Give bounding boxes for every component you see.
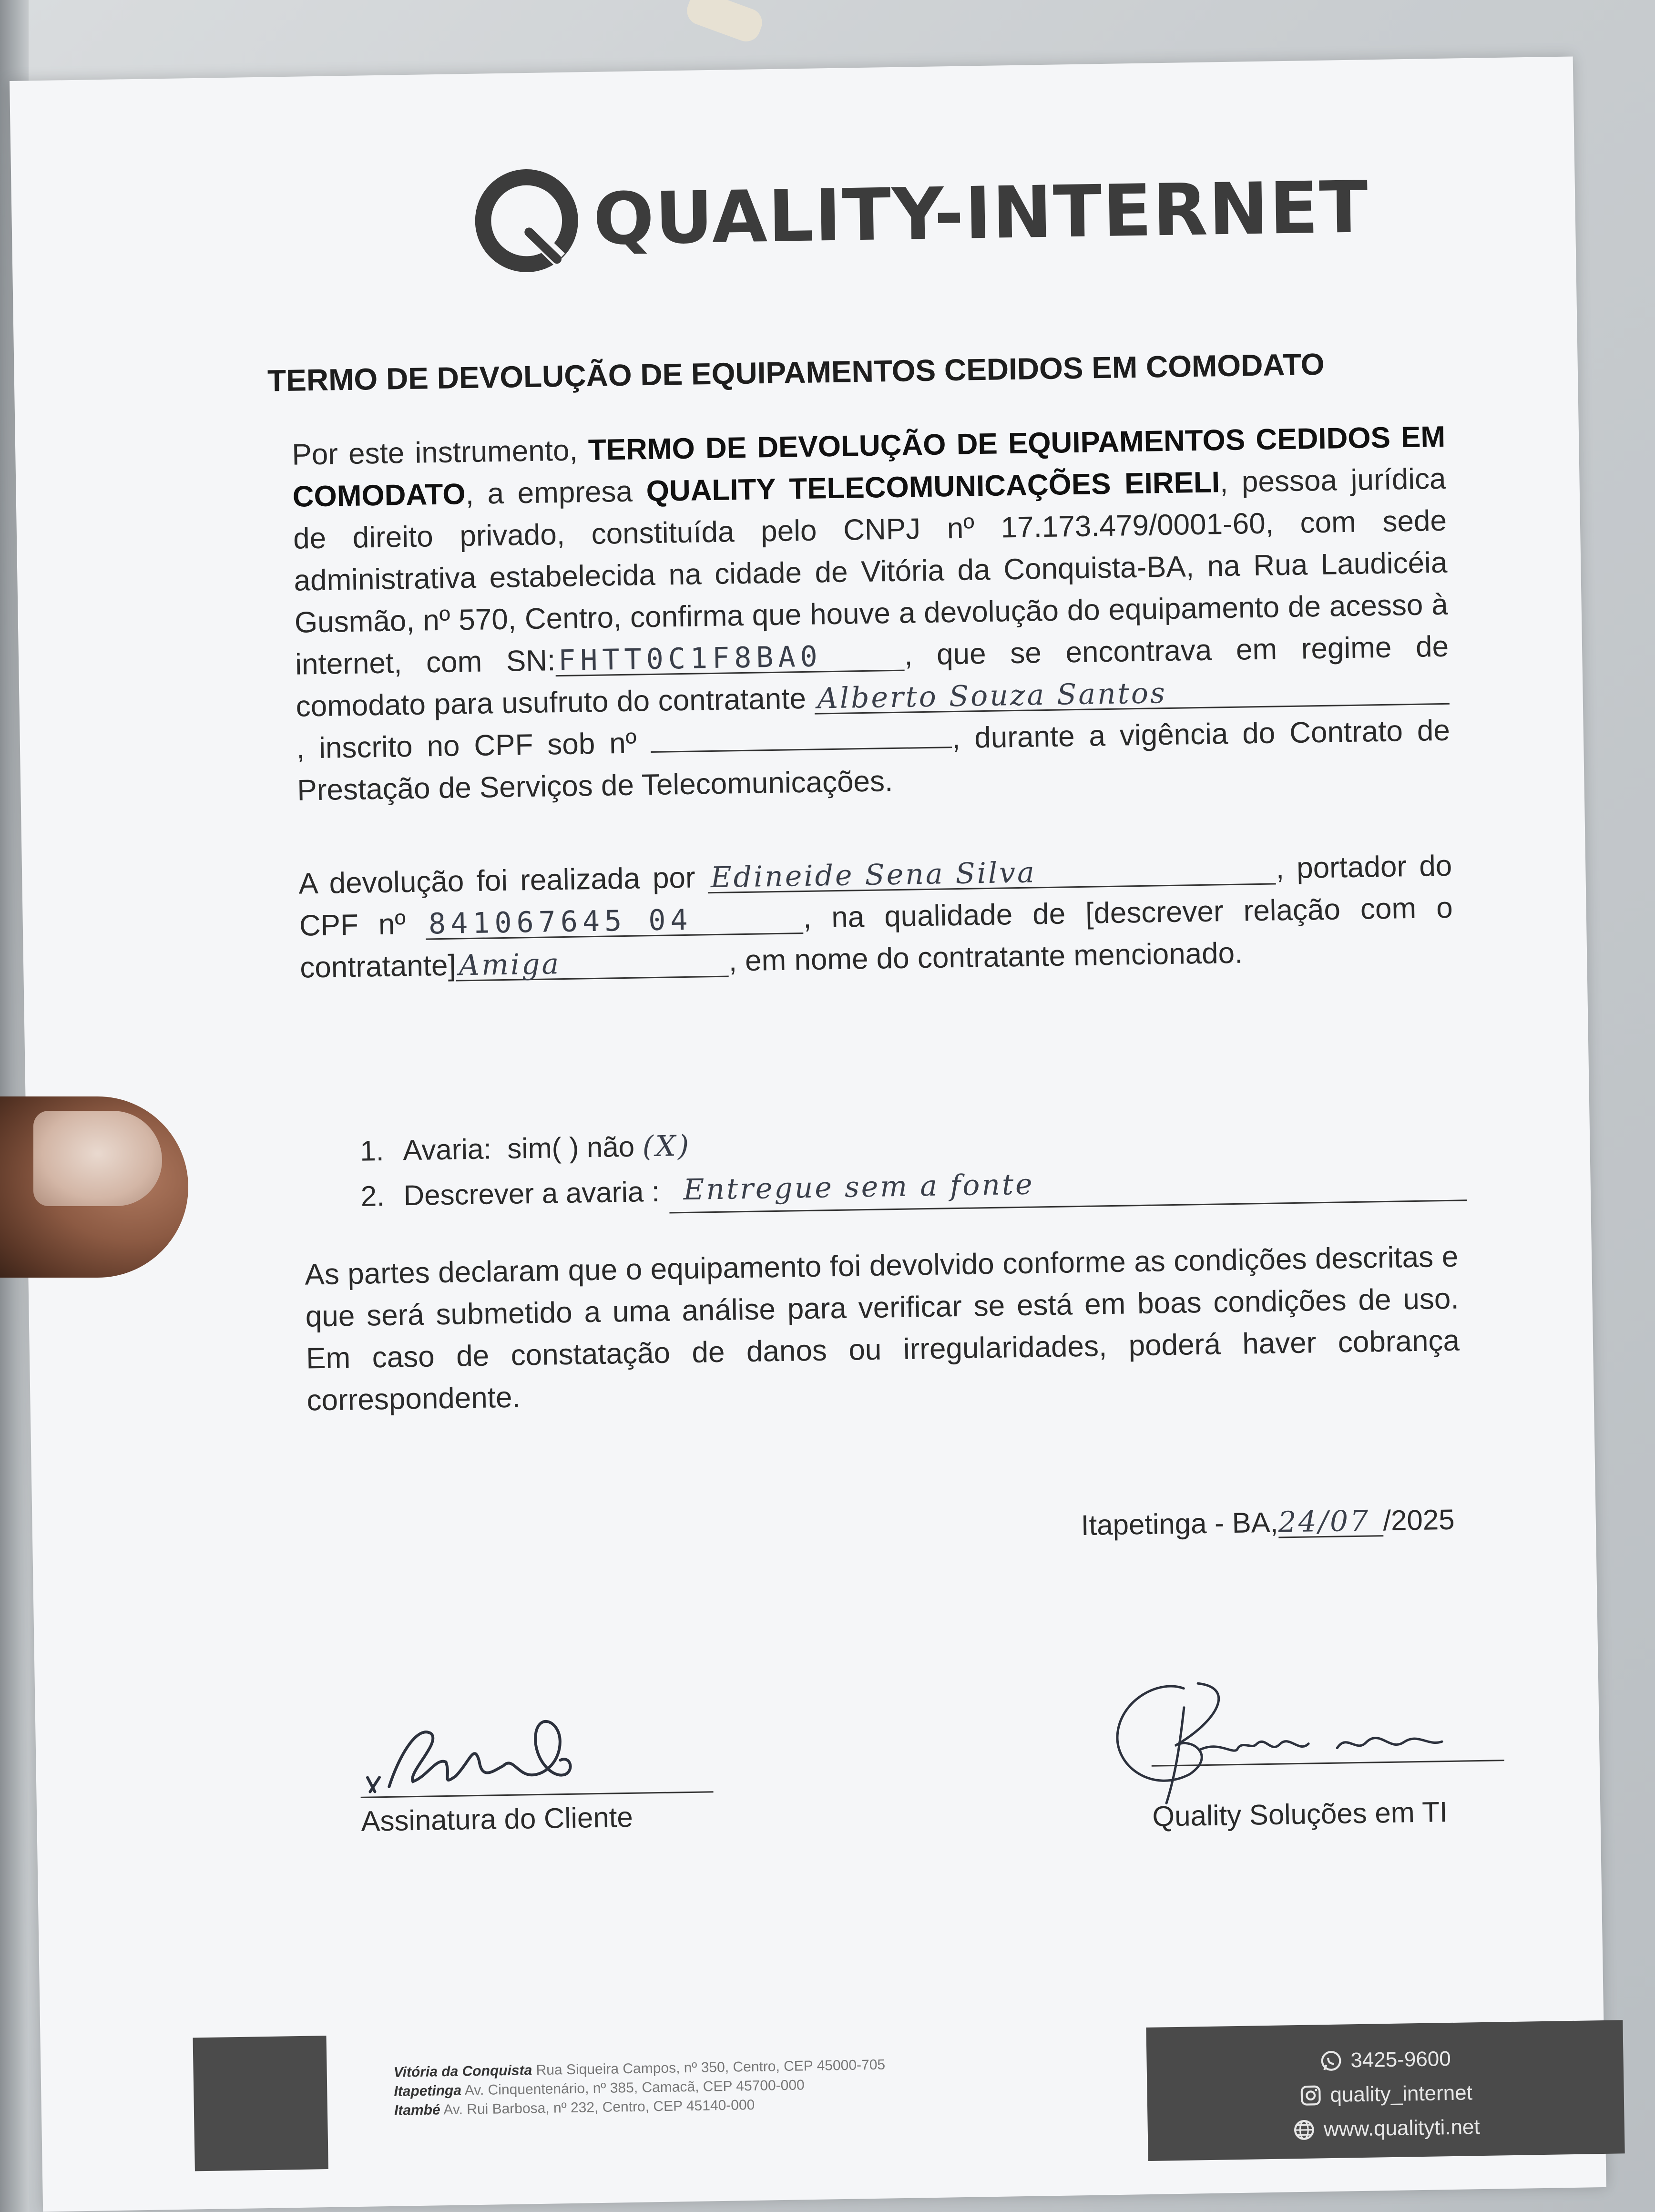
company-signature-block — [1112, 1674, 1505, 1833]
damage-options[interactable]: sim( ) não — [507, 1130, 635, 1165]
damage-description-field[interactable]: Entregue sem a fonte — [669, 1156, 1467, 1213]
contact-website[interactable] — [1147, 2108, 1624, 2150]
damage-checklist — [360, 1112, 1467, 1218]
p2-text-a: A devolução foi realizada por — [298, 861, 696, 901]
item-number: 1. — [359, 1134, 384, 1167]
thumbnail — [33, 1111, 162, 1206]
item-label: Descrever a avaria : — [403, 1175, 660, 1212]
instagram-handle: quality_internet — [1330, 2081, 1473, 2107]
footer-contact-block — [1146, 2020, 1624, 2161]
city-date-line — [1081, 1503, 1455, 1542]
document-title: TERMO DE DEVOLUÇÃO DE EQUIPAMENTOS CEDIDOS EM COMODATO — [267, 347, 1325, 398]
company-logo — [469, 150, 1370, 279]
tape-piece — [683, 0, 766, 45]
paragraph-intro — [292, 416, 1451, 812]
company-signature-label: Quality Soluções em TI — [1152, 1796, 1448, 1833]
p1-text-a: , a empresa — [465, 475, 633, 511]
company-signature-text: Bruno Moreira — [1257, 1782, 1260, 1783]
holding-thumb — [0, 1096, 188, 1278]
p2-text-b: , portador do CPF nº — [299, 849, 1452, 942]
serial-number-field[interactable]: FHTT0C1F8BA0 — [555, 641, 905, 676]
website-url: www.qualityti.net — [1323, 2115, 1481, 2141]
document-page — [10, 56, 1606, 2212]
p2-text-d: , em nome do contratante mencionado. — [728, 936, 1243, 978]
paragraph-return-info — [298, 845, 1454, 989]
phone-number: 3425-9600 — [1350, 2047, 1451, 2072]
contratante-cpf-field[interactable] — [651, 747, 952, 753]
p1-intro: Por este instrumento, — [291, 434, 578, 471]
footer-address-line: Itambé Av. Rui Barbosa, nº 232, Centro, CEP 45140-000 — [394, 2097, 755, 2119]
footer-addresses — [393, 2056, 886, 2120]
relation-field[interactable]: Amiga — [456, 947, 729, 982]
p1-text-b: , pessoa jurídica de direito privado, constituída pelo CNPJ nº 17.173.479/0001-60, com sede administrativa estabelecida na cidade de Vitória da Conquista-BA, na Rua Laudicéia Gusmão, nº 570, Centro, confirma que houve a devolução do equipamento de acesso à internet, com SN: — [293, 462, 1449, 681]
client-signature-label: Assinatura do Cliente — [360, 1801, 633, 1837]
logo-text: QUALITY-INTERNET — [593, 166, 1370, 261]
quality-q-logo-icon — [469, 163, 585, 279]
p1-term-bold: TERMO DE DEVOLUÇÃO DE EQUIPAMENTOS CEDIDOS EM COMODATO — [292, 420, 1446, 513]
footer-address-line: Itapetinga Av. Cinquentenário, nº 385, Camacã, CEP 45700-000 — [394, 2077, 805, 2099]
city-label: Itapetinga - BA, — [1081, 1506, 1278, 1542]
paragraph-declaration: As partes declaram que o equipamento foi devolvido conforme as condições descritas e que será submetido a uma análise para verificar se está em boas condições de uso. Em caso de constatação de danos ou irregularidades, poderá haver cobrança correspondente. — [304, 1240, 1460, 1417]
item-number: 2. — [360, 1179, 385, 1212]
instagram-icon — [1298, 2083, 1323, 2108]
whatsapp-icon — [1319, 2049, 1343, 2073]
date-year: /2025 — [1382, 1503, 1455, 1537]
returned-by-name-field[interactable]: Edineide Sena Silva — [707, 854, 1276, 893]
globe-icon — [1292, 2118, 1317, 2142]
contratante-name-field[interactable]: Alberto Souza Santos — [814, 675, 1450, 715]
footer-address-line: Vitória da Conquista Rua Siqueira Campos, nº 350, Centro, CEP 45000-705 — [393, 2057, 886, 2080]
company-signature-drawing — [1112, 1674, 1505, 1809]
p1-text-c: , que se encontrava em regime de comodato para usufruto do contratante — [296, 630, 1449, 723]
p2-text-c: , na qualidade de [descrever relação com o contratante] — [299, 891, 1453, 984]
p1-text-e: , durante a vigência do Contrato de Prestação de Serviços de Telecomunicações. — [296, 714, 1451, 807]
date-day-month-field[interactable]: 24/07 — [1278, 1506, 1383, 1538]
p1-text-d: , inscrito no CPF sob nº — [296, 727, 637, 765]
footer-dark-block — [193, 2036, 328, 2171]
client-signature-drawing[interactable] — [359, 1700, 714, 1797]
returned-by-cpf-field[interactable]: 841067645 04 — [426, 904, 804, 940]
damage-no-mark[interactable]: (X) — [642, 1129, 691, 1164]
item-label: Avaria: — [402, 1133, 492, 1167]
client-signature-block — [359, 1700, 714, 1838]
p1-company-bold: QUALITY TELECOMUNICAÇÕES EIRELI — [646, 466, 1220, 508]
